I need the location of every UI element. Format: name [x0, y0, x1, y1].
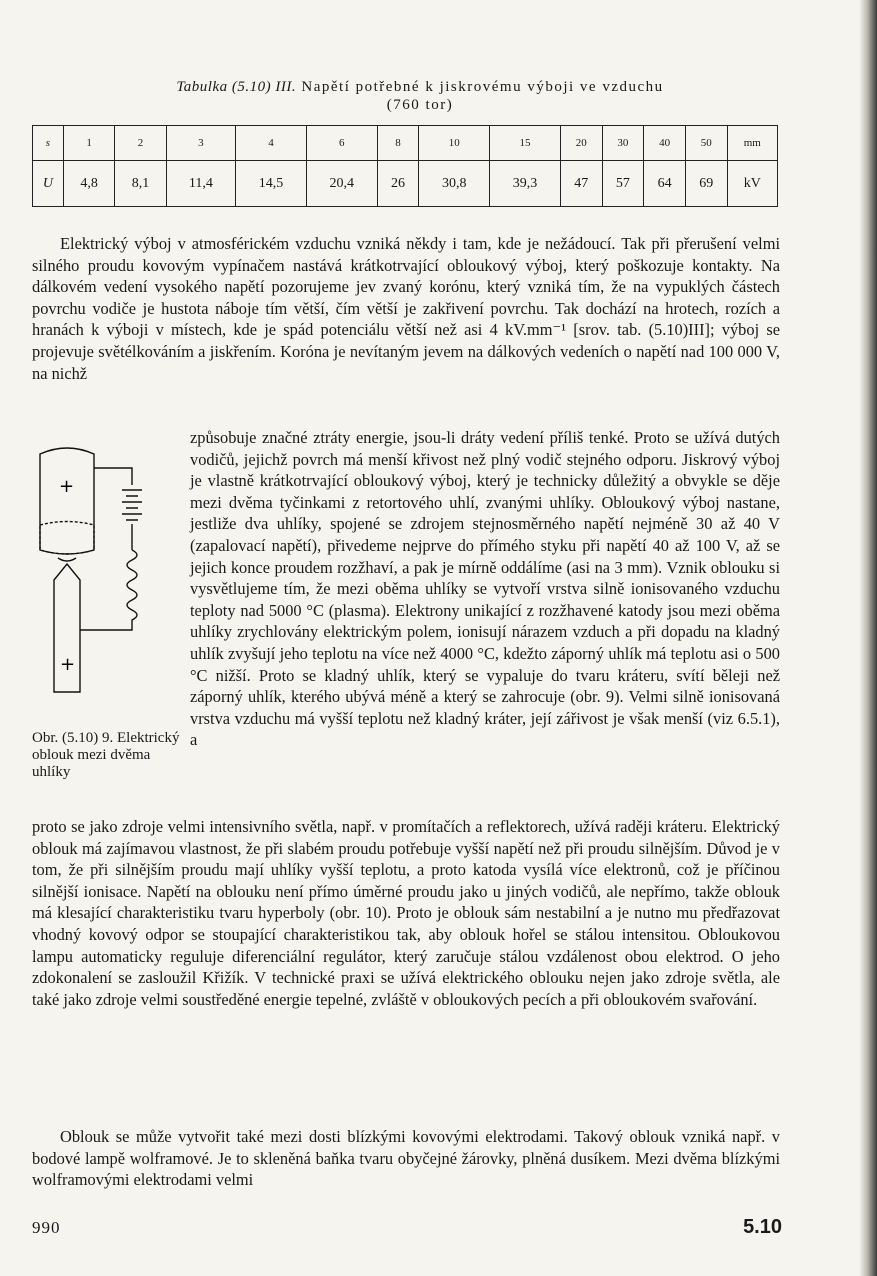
paragraph-1-side: způsobuje značné ztráty energie, jsou-li dráty vedení příliš tenké. Proto se užívá dutých vodičů, jejichž povrch má menší křivost než plný vodič stejného odporu. Jiskrový výboj je vlastně krátkotrvající obloukový výboj, který je technicky důležitý a obvykle se děje mezi dvěma tyčinkami z retortového uhlí, zvanými uhlíky. Obloukový výboj nastane, jestliže dva uhlíky, spojené se zdrojem stejnosměrného napětí nejméně 30 až 40 V (zapalovací napětí), přivedeme nejprve do přímého styku při napětí 40 až 100 V, až se jejich konce proudem rozžhaví, a pak je mírně oddálíme (asi na 3 mm). Vznik oblouku si vysvětlujeme tím, že mezi oběma uhlíky se vytvoří vrstva silně ionisovaného vzduchu teploty nad 5000 °C (plasma). Elektrony unikající z rozžhavené katody jsou mezi oběma uhlíky zrychlovány elektrickým polem, ionisují nárazem vzduch a při dopadu na kladný uhlík zvyšují jeho teplotu na více než 4000 °C, kdežto záporný uhlík má teplotu asi o 500 °C nižší. Proto se kladný uhlík, který se vypaluje do tvaru kráteru, svítí běleji než záporný uhlík, kterého ubývá méně a který se zahrocuje (obr. 9). Velmi silně ionisovaná vrstva vzduchu má vyšší teplotu než kladný kráter, její zářivost je však menší (viz 6.5.1), a — [190, 428, 780, 750]
table-caption-text: Napětí potřebné k jiskrovému výboji ve vzduchu — [301, 79, 664, 95]
table-caption — [40, 78, 800, 114]
table-cell: s — [33, 126, 64, 161]
table-cell: 2 — [115, 126, 166, 161]
table-cell: 6 — [306, 126, 377, 161]
page-spine-shadow — [859, 0, 877, 1276]
table-caption-sub: (760 tor) — [386, 97, 454, 113]
table-cell: 50 — [685, 126, 727, 161]
voltage-table — [32, 125, 778, 207]
table-caption-label: Tabulka (5.10) III. — [176, 79, 297, 95]
table-cell: 20 — [560, 126, 602, 161]
table-cell: 69 — [685, 161, 727, 207]
table-cell: 3 — [166, 126, 235, 161]
table-cell: 4 — [236, 126, 307, 161]
figure-caption: Obr. (5.10) 9. Elektrický oblouk mezi dvěma uhlíky — [32, 730, 180, 780]
plus-sign-bottom: + — [60, 654, 76, 675]
table-row-voltage — [33, 161, 778, 207]
table-cell: 64 — [644, 161, 686, 207]
table-cell: 10 — [419, 126, 490, 161]
table-cell: kV — [727, 161, 777, 207]
table-cell: 20,4 — [306, 161, 377, 207]
section-number: 5.10 — [743, 1216, 782, 1238]
table-cell: 15 — [490, 126, 561, 161]
table-cell: 47 — [560, 161, 602, 207]
upper-carbon-crater — [40, 522, 94, 555]
paragraph-2: Oblouk se může vytvořit také mezi dosti blízkými kovovými elektrodami. Takový oblouk vzniká např. v bodové lampě wolframové. Je to skleněná baňka tvaru obyčejné žárovky, plněná dusíkem. Mezi dvěma blízkými wolframovými elektrodami velmi — [32, 1127, 780, 1190]
arc-figure — [32, 440, 172, 700]
arc-glow — [58, 558, 76, 561]
resistor-coil — [80, 550, 137, 630]
battery-cells — [122, 490, 142, 520]
table-cell: U — [33, 161, 64, 207]
table-cell: 11,4 — [166, 161, 235, 207]
page-number: 990 — [32, 1218, 61, 1237]
table-cell: 40 — [644, 126, 686, 161]
table-cell: 26 — [377, 161, 419, 207]
circuit-wire-top — [94, 468, 132, 485]
table-cell: 1 — [63, 126, 114, 161]
table-cell: 8,1 — [115, 161, 166, 207]
table-cell: 39,3 — [490, 161, 561, 207]
table-cell: 8 — [377, 126, 419, 161]
table-cell: 30 — [602, 126, 644, 161]
plus-sign-top: + — [59, 476, 75, 497]
table-cell: 4,8 — [63, 161, 114, 207]
upper-carbon-rod — [40, 448, 94, 554]
paragraph-1-full: Elektrický výboj v atmosférickém vzduchu vzniká někdy i tam, kde je nežádoucí. Tak při přerušení velmi silného proudu kovovým vypínačem nastává krátkotrvající obloukový výboj, který poškozuje kontakty. Na dálkovém vedení vysokého napětí pozorujeme jev zvaný korónu, který vzniká tím, že na vypuklých částech povrchu vodiče je hustota náboje tím větší, čím větší je zakřivení povrchu. Tak dochází na hrotech, rozích a hranách k výboji v místech, kde je spád potenciálu větší než asi 4 kV.mm⁻¹ [srov. tab. (5.10)III]; výboj se projevuje světélkováním a jiskřením. Koróna je nevítaným jevem na dálkových vedeních o napětí nad 100 000 V, na nichž — [32, 234, 780, 383]
table-cell: 30,8 — [419, 161, 490, 207]
table-cell: mm — [727, 126, 777, 161]
table-cell: 57 — [602, 161, 644, 207]
paragraph-1-rest: proto se jako zdroje velmi intensivního světla, např. v promítačích a reflektorech, užívá raději kráteru. Elektrický oblouk má zajímavou vlastnost, že při slabém proudu potřebuje vyšší napětí než při proudu silnějším. Důvod je v tom, že při silnějším proudu mají uhlíky vyšší teplotu, a proto katoda vysílá více elektronů, což je příčinou silnější ionisace. Napětí na oblouku není přímo úměrné proudu jako u jiných vodičů, ale nepřímo, takže oblouk má klesající charakteristiku tvaru hyperboly (obr. 10). Proto je oblouk sám nestabilní a je nutno mu předřazovat vhodný kovový odpor se stoupající charakteristikou tak, aby oblouk hořel se stálou intensitou. Obloukovou lampu automaticky reguluje diferenciální regulátor, který zaručuje stálou vzdálenost obou elektrod. O jeho zdokonalení se zasloužil Křižík. V technické praxi se užívá elektrického oblouku nejen jako zdroje světla, ale také jako zdroje velmi soustředěné energie tepelné, zvláště v obloukových pecích a při obloukovém svařování. — [32, 817, 780, 1009]
table-row-distance — [33, 126, 778, 161]
table-cell: 14,5 — [236, 161, 307, 207]
